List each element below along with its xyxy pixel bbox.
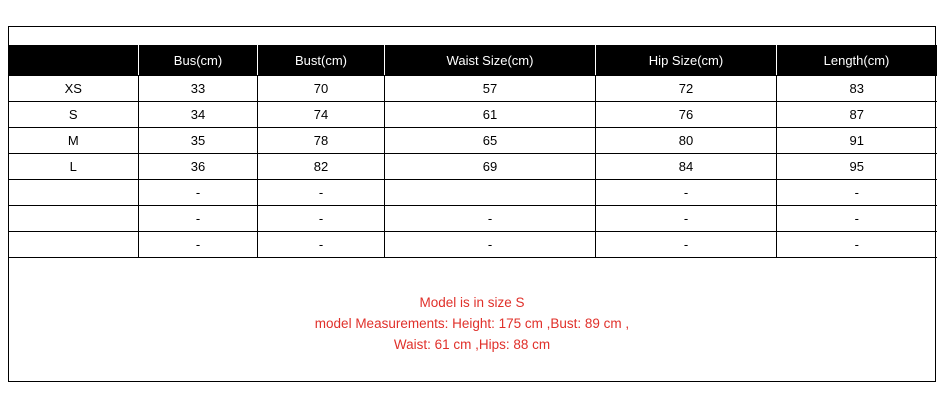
header-cell-length: Length(cm) — [777, 46, 937, 76]
cell-waist: - — [385, 206, 596, 232]
cell-size: S — [9, 102, 139, 128]
header-cell-waist: Waist Size(cm) — [385, 46, 596, 76]
cell-hip: 72 — [596, 76, 777, 102]
cell-length: - — [777, 232, 937, 258]
header-cell-bus: Bus(cm) — [139, 46, 258, 76]
cell-size: L — [9, 154, 139, 180]
model-size-text: Model is in size S — [419, 295, 525, 310]
cell-bust: 70 — [258, 76, 385, 102]
cell-waist — [385, 180, 596, 206]
cell-length: 95 — [777, 154, 937, 180]
cell-waist: 69 — [385, 154, 596, 180]
cell-bus: 34 — [139, 102, 258, 128]
model-measurements-text: model Measurements: Height: 175 cm ,Bust: 89 cm , — [314, 316, 630, 331]
size-chart-table — [8, 45, 937, 258]
cell-bust: 74 — [258, 102, 385, 128]
cell-waist: - — [385, 232, 596, 258]
cell-waist: 57 — [385, 76, 596, 102]
cell-bust: - — [258, 180, 385, 206]
cell-bus: - — [139, 206, 258, 232]
cell-bust: - — [258, 232, 385, 258]
model-measurements-text-continued: Waist: 61 cm ,Hips: 88 cm — [393, 337, 551, 352]
table-row — [9, 232, 937, 258]
cell-bus: 35 — [139, 128, 258, 154]
cell-hip: 80 — [596, 128, 777, 154]
cell-length: - — [777, 206, 937, 232]
header-cell-size — [9, 46, 139, 76]
cell-length: 83 — [777, 76, 937, 102]
header-cell-hip: Hip Size(cm) — [596, 46, 777, 76]
cell-bus: - — [139, 180, 258, 206]
model-note — [9, 292, 935, 355]
table-row — [9, 180, 937, 206]
cell-bust: 78 — [258, 128, 385, 154]
cell-bus: 36 — [139, 154, 258, 180]
table-row — [9, 76, 937, 102]
cell-hip: 76 — [596, 102, 777, 128]
cell-hip: - — [596, 180, 777, 206]
cell-length: - — [777, 180, 937, 206]
cell-size — [9, 206, 139, 232]
cell-size — [9, 180, 139, 206]
cell-bust: - — [258, 206, 385, 232]
cell-waist: 65 — [385, 128, 596, 154]
cell-bus: - — [139, 232, 258, 258]
table-row — [9, 154, 937, 180]
cell-hip: 84 — [596, 154, 777, 180]
cell-hip: - — [596, 206, 777, 232]
cell-hip: - — [596, 232, 777, 258]
cell-bus: 33 — [139, 76, 258, 102]
cell-waist: 61 — [385, 102, 596, 128]
table-row — [9, 128, 937, 154]
size-chart-frame — [8, 26, 936, 382]
table-row — [9, 102, 937, 128]
cell-bust: 82 — [258, 154, 385, 180]
header-cell-bust: Bust(cm) — [258, 46, 385, 76]
cell-size: M — [9, 128, 139, 154]
cell-size — [9, 232, 139, 258]
cell-size: XS — [9, 76, 139, 102]
cell-length: 91 — [777, 128, 937, 154]
table-row — [9, 206, 937, 232]
table-header-row — [9, 46, 937, 76]
cell-length: 87 — [777, 102, 937, 128]
